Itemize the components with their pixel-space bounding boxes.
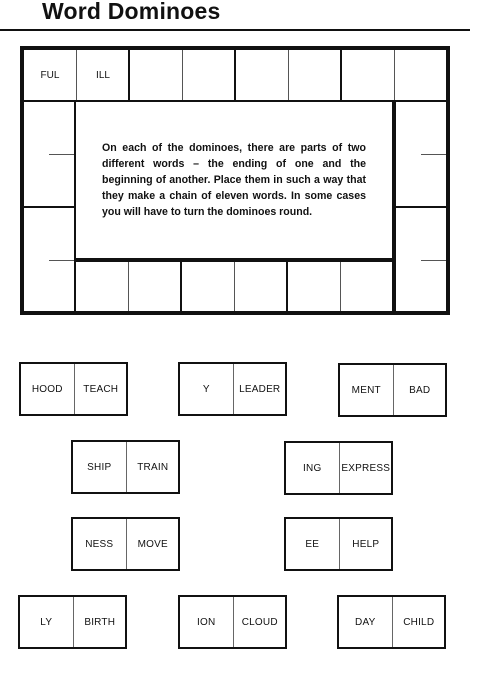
domino-half: MOVE: [126, 519, 180, 569]
domino-piece[interactable]: [284, 441, 393, 495]
board-slot[interactable]: [340, 48, 448, 102]
domino-piece[interactable]: [284, 517, 393, 571]
domino-half: HOOD: [31, 383, 63, 395]
title-rule: [0, 29, 470, 31]
start-domino-right: ILL: [76, 50, 129, 100]
domino-half: EXPRESS: [339, 443, 393, 493]
domino-half: LY: [40, 616, 53, 628]
domino-piece[interactable]: [337, 595, 446, 649]
domino-half: TRAIN: [126, 442, 180, 492]
domino-half: CLOUD: [233, 597, 287, 647]
domino-half: BAD: [393, 365, 447, 415]
board-slot[interactable]: [74, 260, 182, 313]
domino-piece[interactable]: [178, 362, 287, 416]
board-slot-start: [22, 48, 130, 102]
domino-half: TEACH: [74, 364, 128, 414]
domino-piece[interactable]: [71, 517, 180, 571]
board-slot[interactable]: [286, 260, 394, 313]
board-slot[interactable]: [180, 260, 288, 313]
domino-half: SHIP: [87, 461, 112, 473]
board-slot[interactable]: [128, 48, 236, 102]
start-domino-left: FUL: [40, 69, 60, 81]
domino-piece[interactable]: [71, 440, 180, 494]
domino-half: EE: [305, 538, 320, 550]
board-slot[interactable]: [22, 206, 76, 313]
board-slot[interactable]: [394, 100, 448, 208]
instructions-box: [74, 100, 394, 260]
domino-piece[interactable]: [18, 595, 127, 649]
domino-piece[interactable]: [178, 595, 287, 649]
domino-half: Y: [202, 383, 210, 395]
domino-half: HELP: [339, 519, 393, 569]
domino-half: DAY: [355, 616, 376, 628]
domino-half: BIRTH: [73, 597, 127, 647]
domino-half: CHILD: [392, 597, 446, 647]
domino-half: ION: [197, 616, 216, 628]
domino-piece[interactable]: [338, 363, 447, 417]
board-slot[interactable]: [394, 206, 448, 313]
page-title: Word Dominoes: [42, 0, 221, 24]
domino-half: NESS: [85, 538, 114, 550]
domino-half: MENT: [351, 384, 381, 396]
domino-piece[interactable]: [19, 362, 128, 416]
domino-half: ING: [303, 462, 322, 474]
domino-half: LEADER: [233, 364, 287, 414]
board-slot[interactable]: [234, 48, 342, 102]
board-slot[interactable]: [22, 100, 76, 208]
instructions-text: On each of the dominoes, there are parts of two different words – the ending of one and the beginning of another. Place them in such a way that they make a chain of eleven words. In some cases you will have to turn the dominoes round.: [102, 142, 366, 218]
